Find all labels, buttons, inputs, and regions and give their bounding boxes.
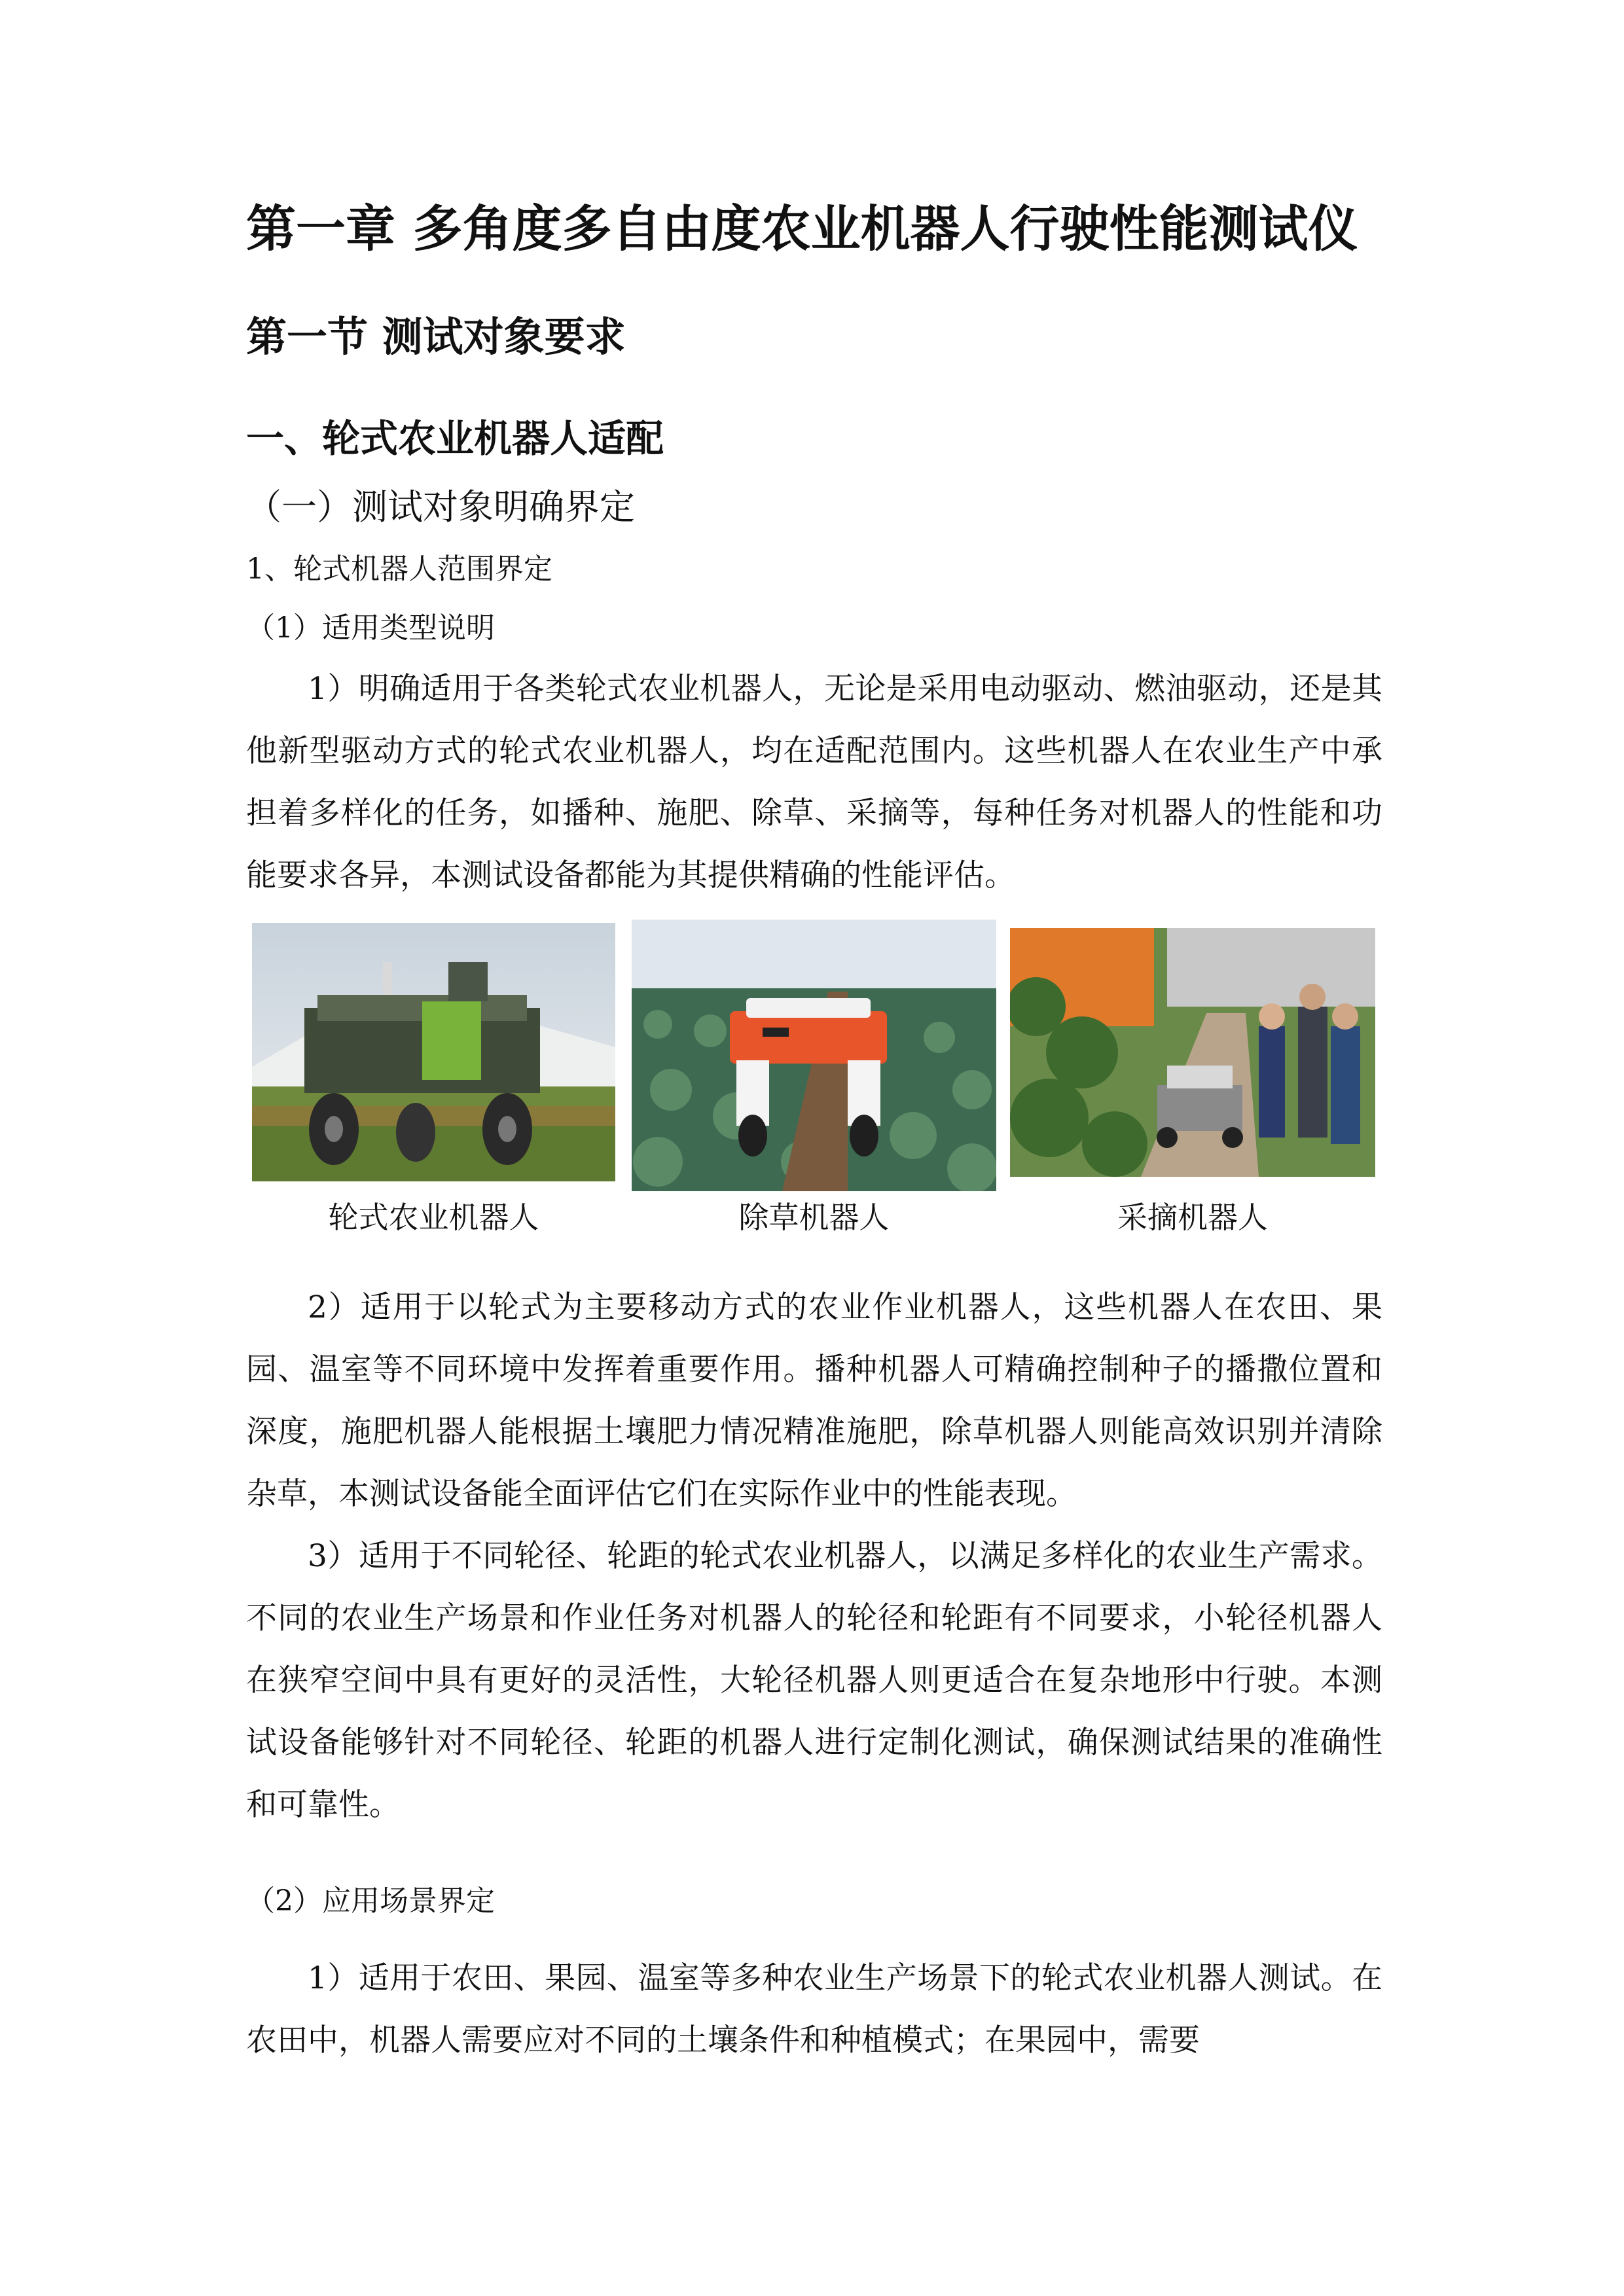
subsection-title: （一）测试对象明确界定 xyxy=(246,486,635,528)
item-title: 1、轮式机器人范围界定 xyxy=(246,552,552,586)
figure-caption: 除草机器人 xyxy=(738,1200,890,1235)
section-title: 第一节 测试对象要求 xyxy=(246,313,626,361)
subitem-title-2: （2）应用场景界定 xyxy=(246,1884,495,1918)
figure-caption: 轮式农业机器人 xyxy=(328,1200,539,1235)
paragraph-2: 2）适用于以轮式为主要移动方式的农业作业机器人，这些机器人在农田、果园、温室等不同环境中发挥着重要作用。播种机器人可精确控制种子的播撒位置和深度，施肥机器人能根据土壤肥力情况精准施肥，除草机器人则能高效识别并清除杂草，本测试设备能全面评估它们在实际作业中的性能表现。 xyxy=(246,1289,1382,1512)
chapter-title: 第一章 多角度多自由度农业机器人行驶性能测试仪 xyxy=(246,200,1358,258)
picking-robot-photo xyxy=(1010,928,1375,1177)
paragraph-3: 3）适用于不同轮径、轮距的轮式农业机器人，以满足多样化的农业生产需求。不同的农业生产场景和作业任务对机器人的轮径和轮距有不同要求，小轮径机器人在狭窄空间中具有更好的灵活性，大轮径机器人则更适合在复杂地形中行驶。本测试设备能够针对不同轮径、轮距的机器人进行定制化测试，确保测试结果的准确性和可靠性。 xyxy=(246,1538,1382,1823)
part-title: 一、轮式农业机器人适配 xyxy=(246,416,664,461)
wheeled-robot-photo xyxy=(252,923,615,1181)
subitem-title-1: （1）适用类型说明 xyxy=(246,611,495,645)
weeding-robot-photo xyxy=(632,920,996,1191)
figure-caption: 采摘机器人 xyxy=(1117,1200,1268,1235)
paragraph-4: 1）适用于农田、果园、温室等多种农业生产场景下的轮式农业机器人测试。在农田中，机器人需要应对不同的土壤条件和种植模式；在果园中，需要 xyxy=(246,1960,1382,2058)
paragraph-1: 1）明确适用于各类轮式农业机器人，无论是采用电动驱动、燃油驱动，还是其他新型驱动方式的轮式农业机器人，均在适配范围内。这些机器人在农业生产中承担着多样化的任务，如播种、施肥、除草、采摘等，每种任务对机器人的性能和功能要求各异，本测试设备都能为其提供精确的性能评估。 xyxy=(246,671,1382,893)
